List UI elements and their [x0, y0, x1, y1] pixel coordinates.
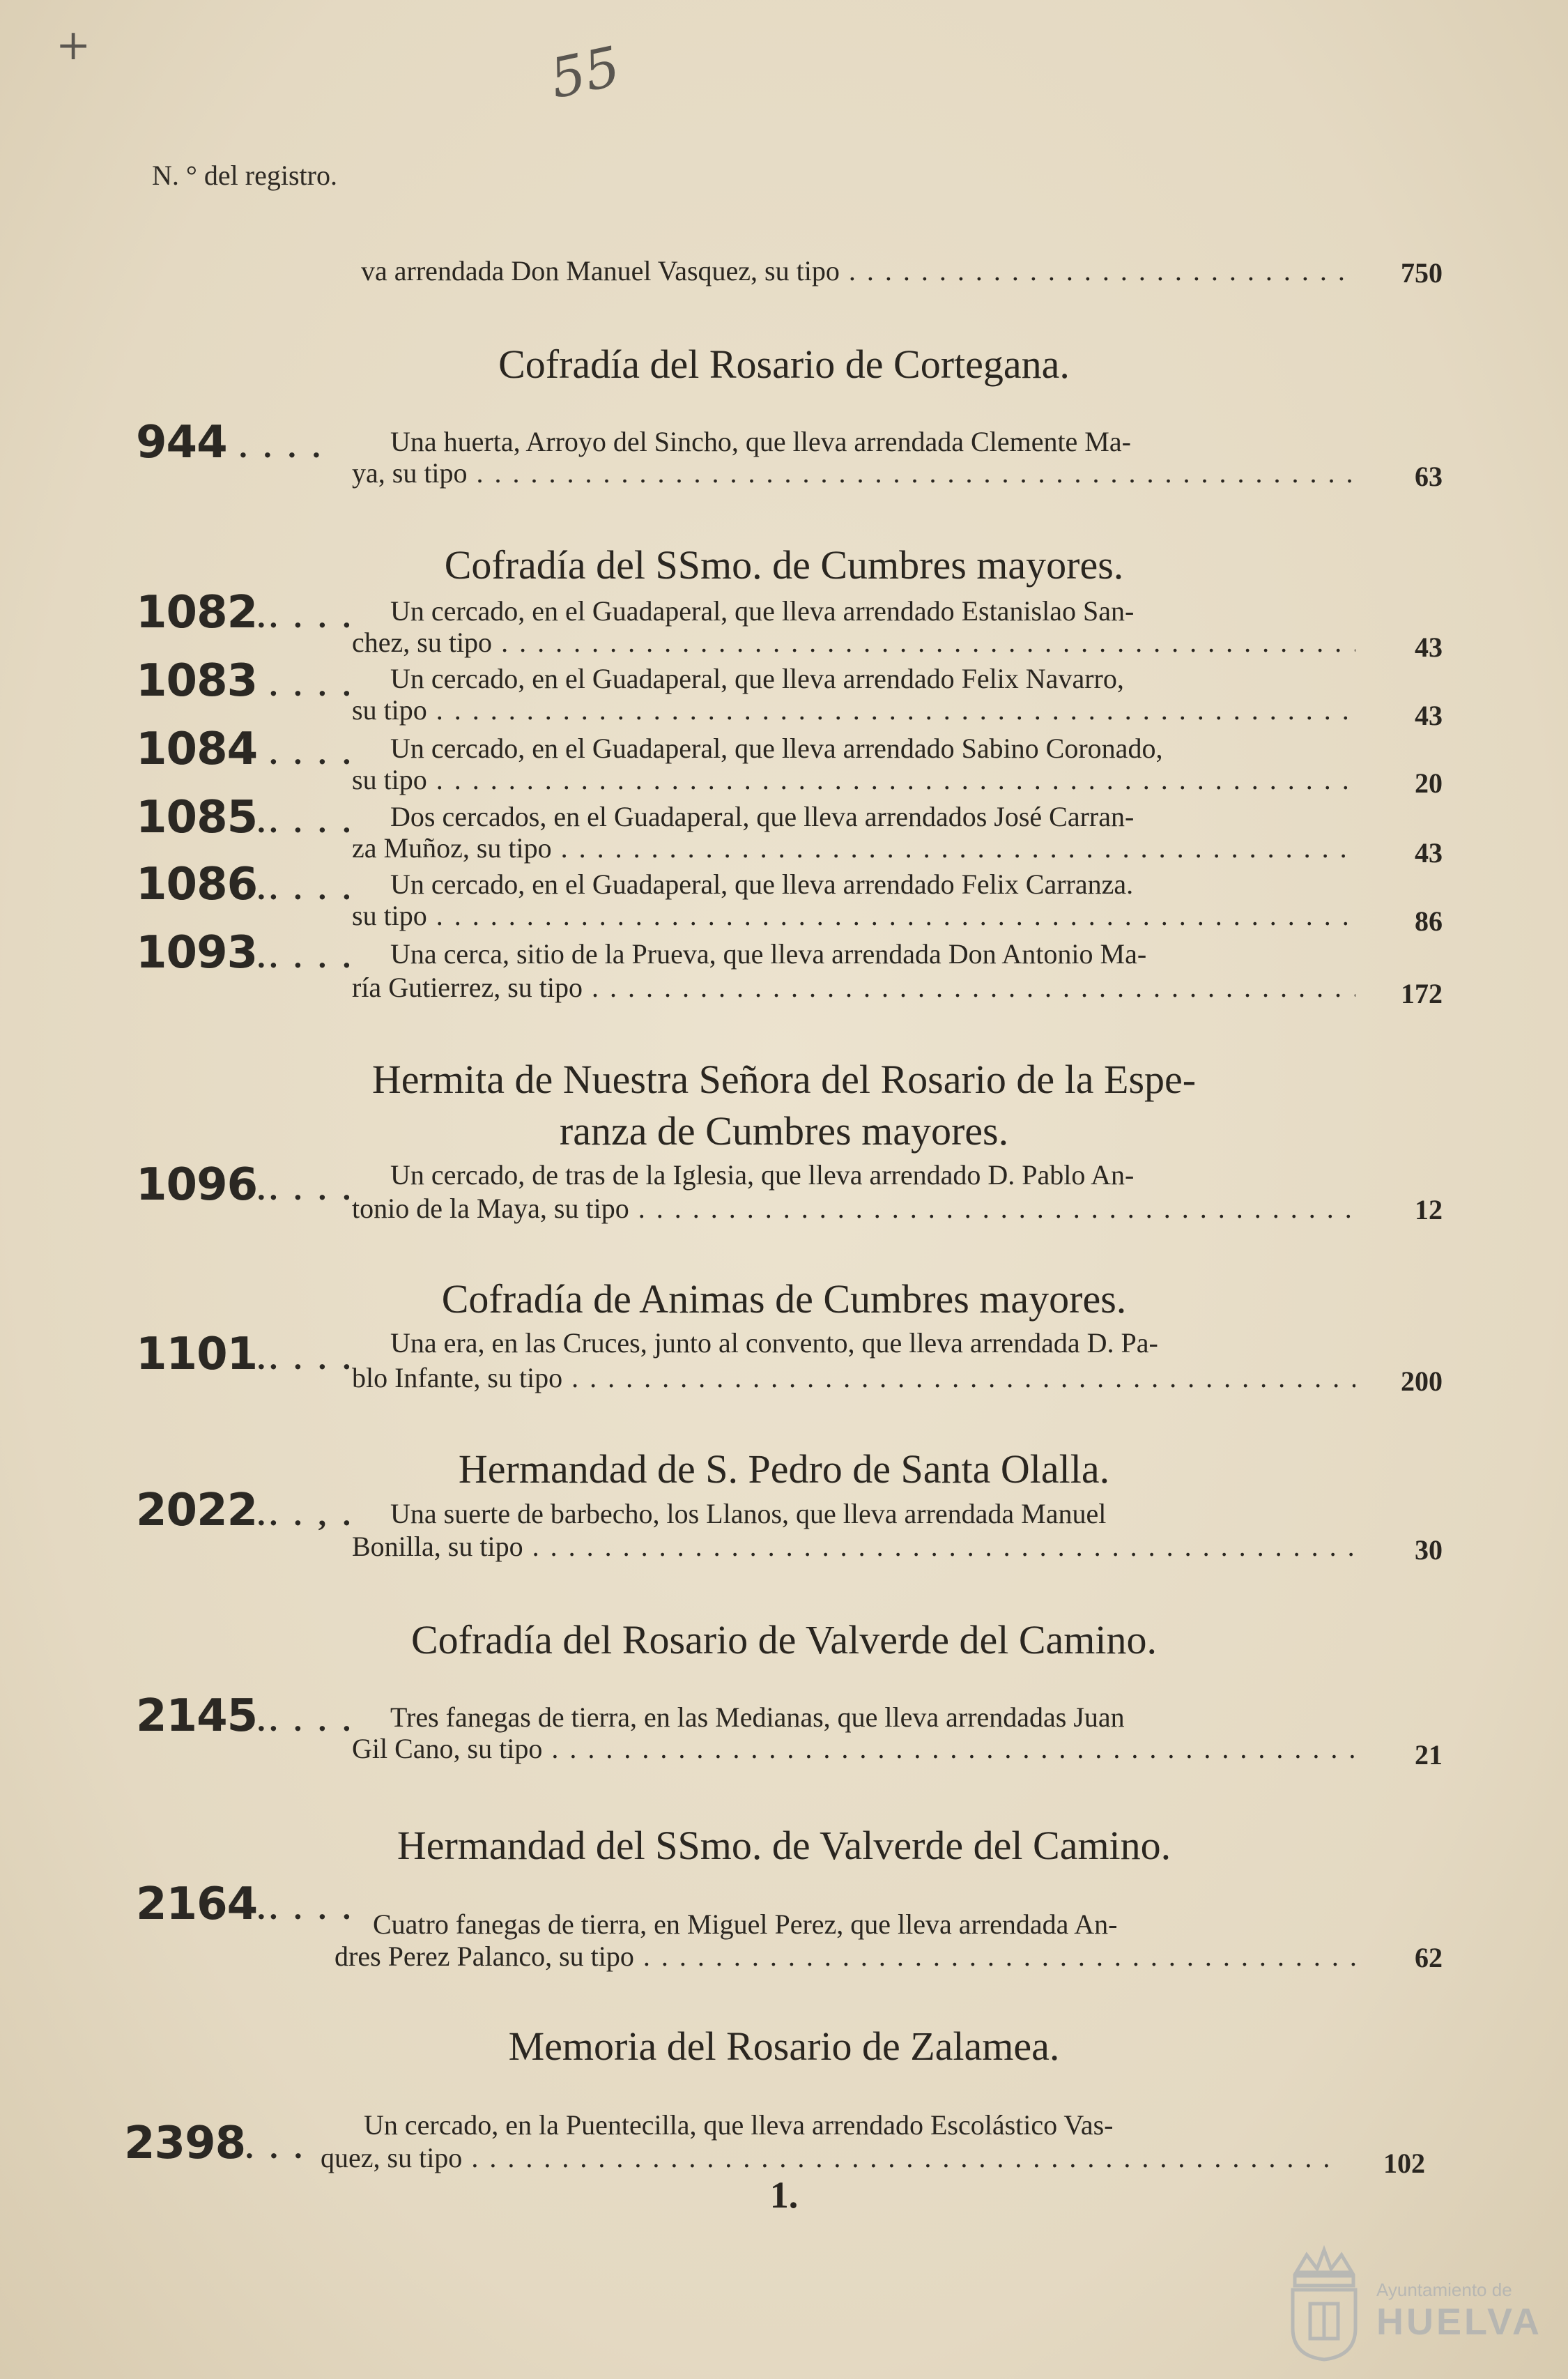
register-number: 1084 . . . . [136, 724, 355, 775]
entry-line-1: Cuatro fanegas de tierra, en Miguel Perez, que lleva arrendada An- [373, 1908, 1118, 1940]
entry-value: 43 [1415, 700, 1443, 731]
entry-line-2: za Muñoz, su tipo . . . [352, 832, 1355, 864]
entry-line-2: ría Gutierrez, su tipo . . . [352, 971, 1355, 1004]
logo-subtitle: Ayuntamiento de [1376, 2279, 1512, 2300]
entry-line-1: Un cercado, en el Guadaperal, que lleva arrendado Sabino Coronado, [390, 733, 1163, 764]
section-title: Cofradía del SSmo. de Cumbres mayores. [444, 542, 1124, 588]
register-number: 2145.. . . . [136, 1690, 355, 1742]
top-continuation-line: va arrendada Don Manuel Vasquez, su tipo . . . [361, 254, 1358, 287]
crown-shield-icon [1282, 2244, 1366, 2363]
entry-value: 62 [1415, 1942, 1443, 1973]
section-title: Cofradía de Animas de Cumbres mayores. [441, 1276, 1127, 1322]
entry-line-1: Una cerca, sitio de la Prueva, que lleva arrendada Don Antonio Ma- [390, 938, 1147, 970]
entry-line-2: chez, su tipo . . . [352, 626, 1355, 659]
entry-line-2: blo Infante, su tipo . . . [352, 1361, 1355, 1394]
section-title: Hermandad de S. Pedro de Santa Olalla. [458, 1446, 1110, 1492]
entry-value: 200 [1401, 1366, 1443, 1397]
entry-value: 30 [1415, 1534, 1443, 1566]
folio-number: 1. [769, 2174, 799, 2216]
section-title: Memoria del Rosario de Zalamea. [508, 2024, 1060, 2069]
entry-line-1: Un cercado, en el Guadaperal, que lleva arrendado Felix Navarro, [390, 663, 1124, 694]
entry-line-2: su tipo . . . [352, 763, 1355, 796]
entry-value: 172 [1401, 978, 1443, 1009]
entry-line-2: quez, su tipo . . . [321, 2141, 1339, 2174]
register-number: 2164.. . . . [136, 1879, 355, 1930]
entry-value: 21 [1415, 1739, 1443, 1770]
logo-title: HUELVA [1376, 2301, 1542, 2343]
entry-value: 102 [1383, 2148, 1425, 2179]
entry-line-1: Tres fanegas de tierra, en las Medianas, que lleva arrendadas Juan [390, 1701, 1125, 1733]
entry-value: 43 [1415, 632, 1443, 663]
top-continuation-value: 750 [1401, 257, 1443, 289]
register-number: 1096.. . . . [136, 1159, 355, 1211]
entry-line-1: Dos cercados, en el Guadaperal, que lleva arrendados José Carran- [390, 801, 1135, 832]
register-number: 1083 . . . . [136, 655, 355, 707]
entry-line-2: Gil Cano, su tipo . . . [352, 1732, 1355, 1765]
register-number: 1101.. . . . [136, 1329, 355, 1380]
register-number: 1082.. . . . [136, 587, 355, 638]
watermark-logo [1282, 2244, 1547, 2363]
register-number: 2398. . . [124, 2118, 307, 2169]
entry-line-1: Una huerta, Arroyo del Sincho, que lleva arrendada Clemente Ma- [390, 426, 1131, 457]
entry-value: 86 [1415, 905, 1443, 937]
entry-value: 63 [1415, 461, 1443, 492]
register-number: 2022.. . , . [136, 1485, 355, 1536]
entry-line-1: Un cercado, en el Guadaperal, que lleva arrendado Felix Carranza. [390, 869, 1134, 900]
section-title-continued: ranza de Cumbres mayores. [559, 1108, 1009, 1154]
section-title: Hermita de Nuestra Señora del Rosario de la Espe- [371, 1057, 1197, 1102]
entry-line-1: Una suerte de barbecho, los Llanos, que lleva arrendada Manuel [390, 1498, 1107, 1529]
entry-value: 20 [1415, 767, 1443, 799]
register-number: 1086.. . . . [136, 859, 355, 910]
entry-value: 43 [1415, 837, 1443, 869]
section-title: Hermandad del SSmo. de Valverde del Camino. [397, 1823, 1171, 1868]
entry-value: 12 [1415, 1194, 1443, 1225]
handwritten-number: 55 [544, 35, 626, 112]
entry-line-1: Una era, en las Cruces, junto al convento, que lleva arrendada D. Pa- [390, 1327, 1158, 1359]
register-number: 1085.. . . . [136, 792, 355, 843]
entry-line-2: tonio de la Maya, su tipo . . . [352, 1192, 1355, 1225]
section-title: Cofradía del Rosario de Valverde del Camino. [410, 1617, 1158, 1662]
entry-line-2: su tipo . . . [352, 899, 1355, 932]
corner-mark: + [56, 21, 91, 70]
register-number: 1093.. . . . [136, 927, 355, 979]
entry-line-2: Bonilla, su tipo . . . [352, 1530, 1355, 1563]
entry-line-2: ya, su tipo . . . [352, 457, 1355, 489]
entry-line-2: su tipo . . . [352, 694, 1355, 726]
entry-line-1: Un cercado, en la Puentecilla, que lleva arrendado Escolástico Vas- [364, 2109, 1114, 2141]
entry-line-1: Un cercado, de tras de la Iglesia, que lleva arrendado D. Pablo An- [390, 1159, 1135, 1191]
entry-line-2: dres Perez Palanco, su tipo . . . [335, 1940, 1355, 1973]
entry-line-1: Un cercado, en el Guadaperal, que lleva arrendado Estanislao San- [390, 595, 1135, 627]
register-header: N. ° del registro. [152, 160, 337, 191]
register-number: 944 . . . . [136, 417, 325, 468]
section-title: Cofradía del Rosario de Cortegana. [498, 342, 1070, 387]
